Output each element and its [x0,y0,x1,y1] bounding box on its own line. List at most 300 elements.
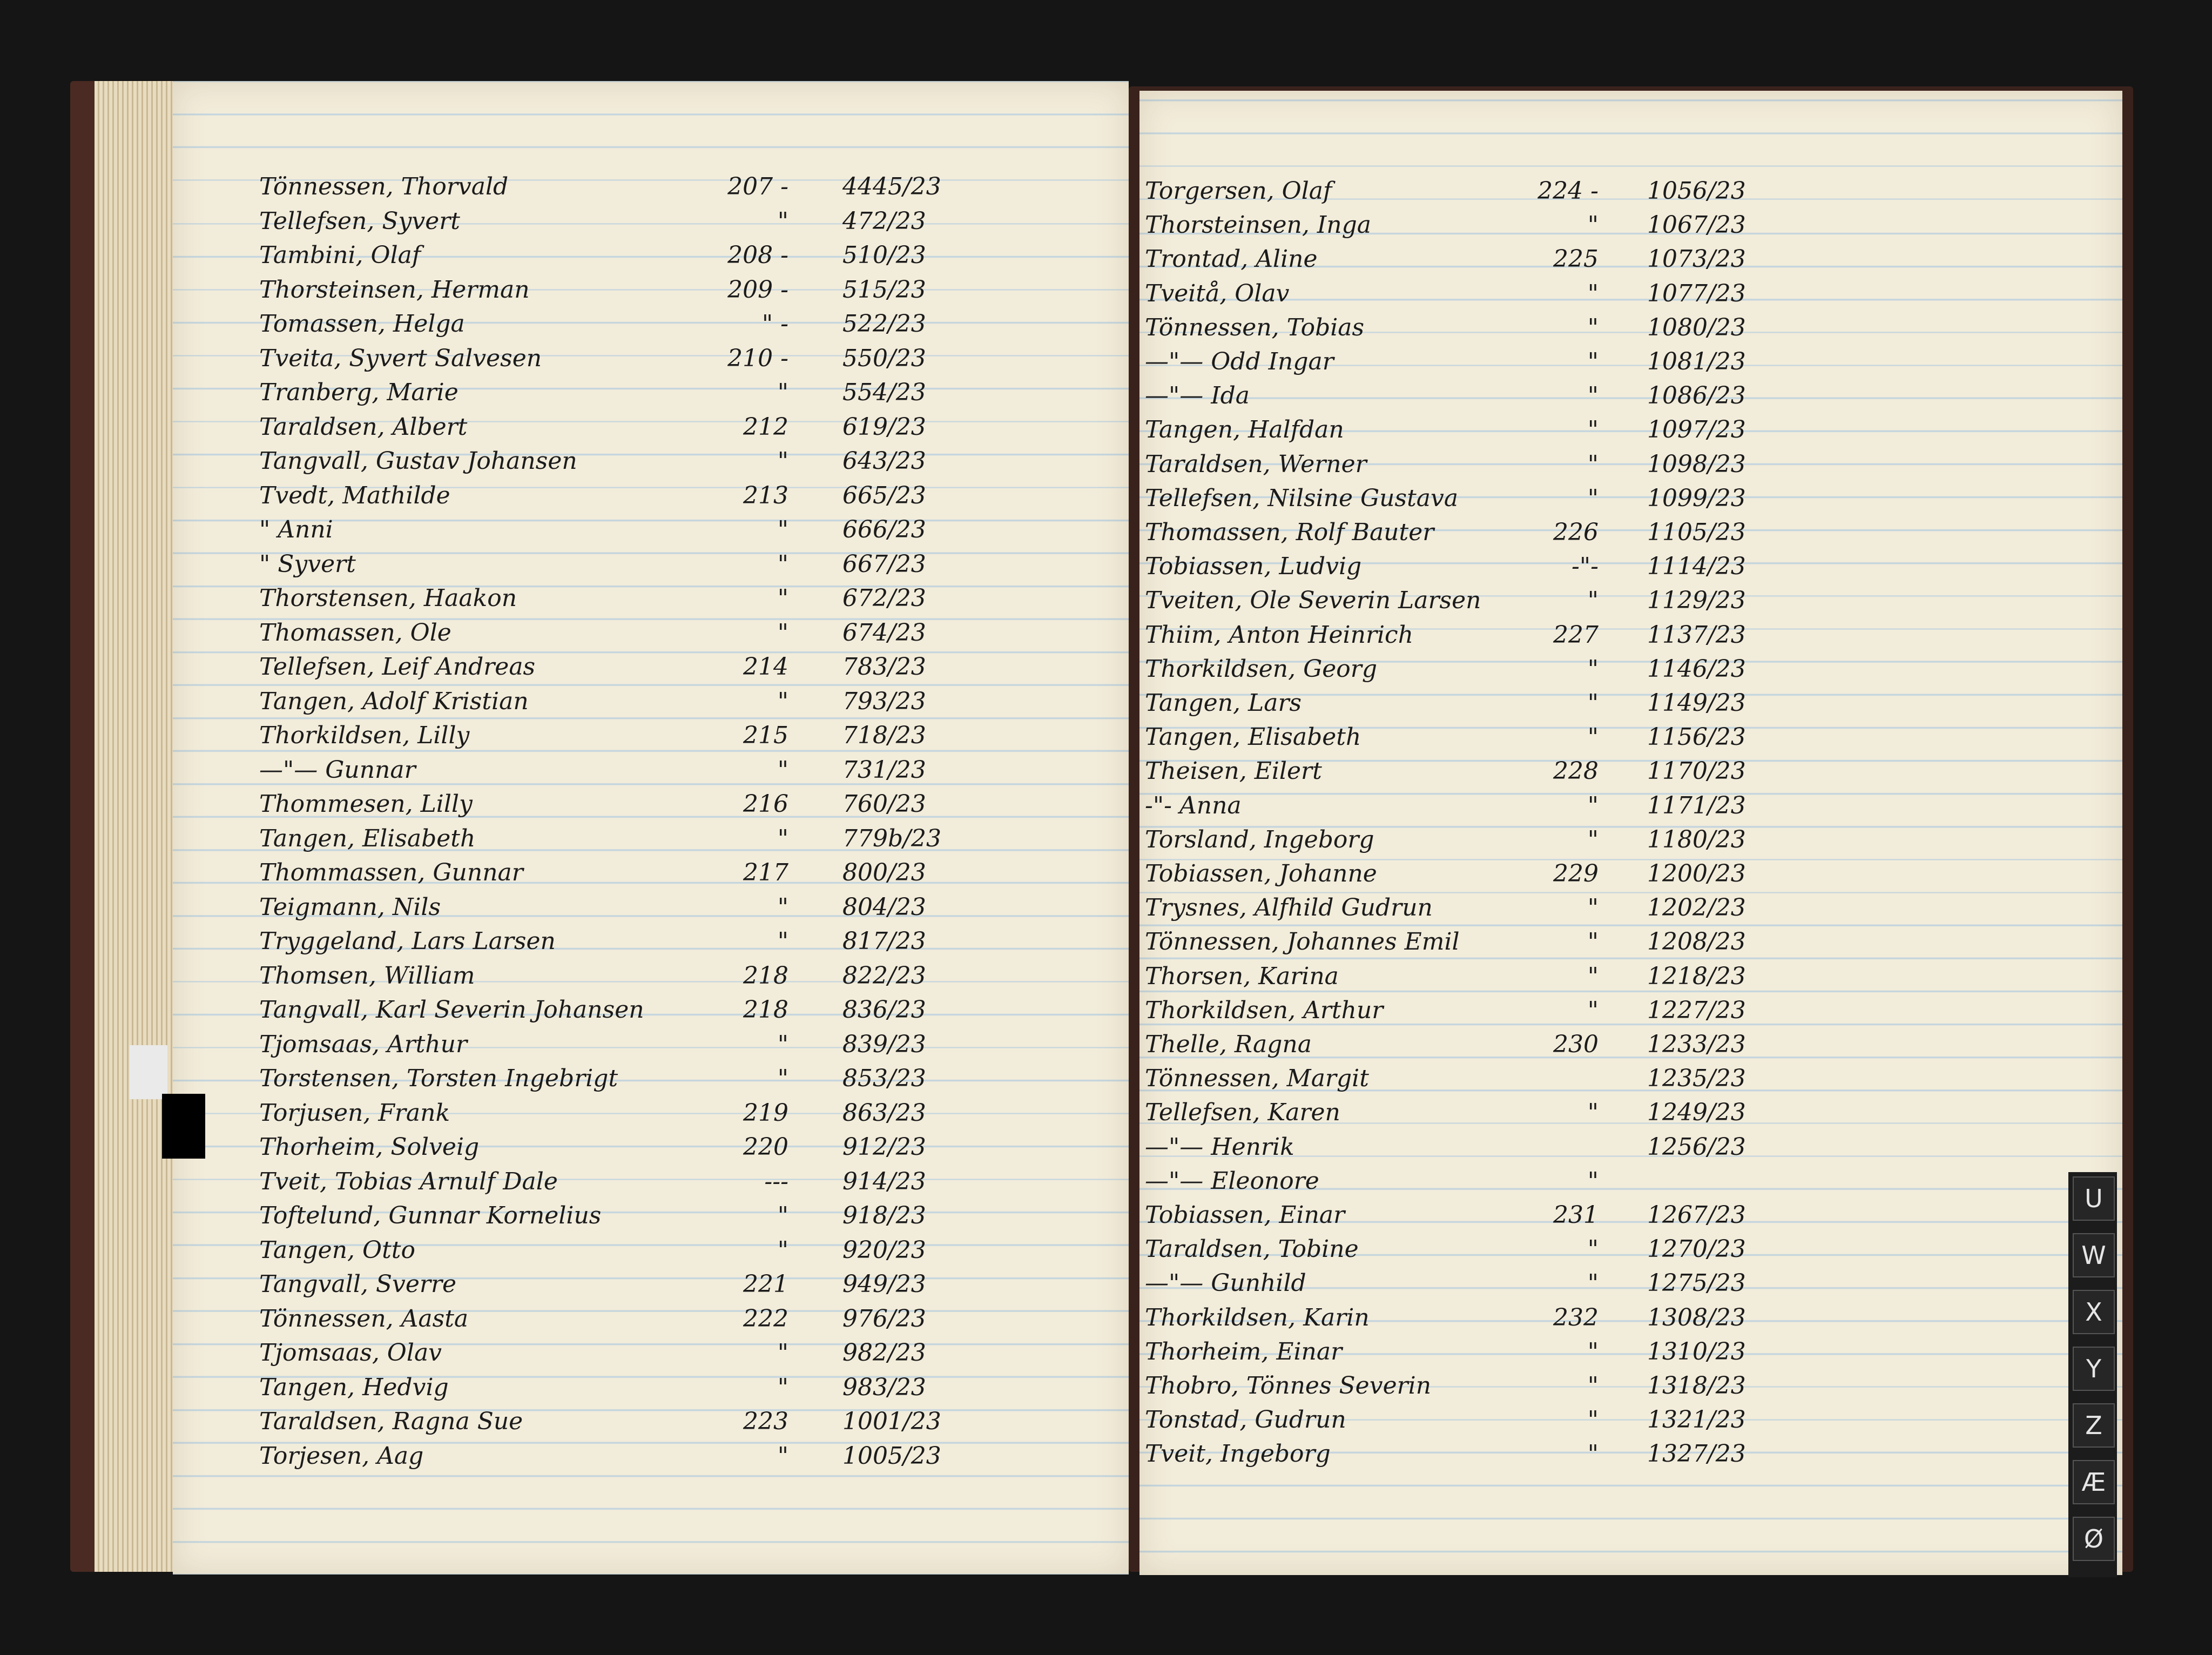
ledger-entry [1139,211,2122,244]
ledger-entry [173,173,1129,205]
ledger-entry [173,619,1129,651]
entry-page-number: " [1587,1440,1599,1468]
index-tab[interactable]: X [2073,1290,2115,1334]
entry-name: Tangvall, Gustav Johansen [259,447,577,475]
entry-journal-number: 976/23 [842,1304,926,1333]
ledger-entry [1139,792,2122,824]
entry-page-number: 226 [1553,519,1599,546]
entry-journal-number: 554/23 [842,379,926,406]
entry-journal-number: 1267/23 [1647,1201,1746,1229]
index-tab[interactable]: W [2073,1233,2115,1277]
ledger-entry [1139,1031,2122,1063]
entry-name: Thommassen, Gunnar [259,859,523,886]
entry-journal-number: 1275/23 [1647,1269,1746,1297]
entry-name: Thelle, Ragna [1145,1031,1312,1058]
entry-journal-number: 1310/23 [1647,1337,1746,1365]
entry-journal-number: 1129/23 [1647,587,1746,615]
entry-journal-number: 793/23 [842,687,926,715]
entry-name: Tveit, Ingeborg [1145,1440,1331,1468]
ledger-entry [173,1305,1129,1337]
entry-page-number: " [1587,382,1599,410]
entry-name: Thorkildsen, Karin [1145,1303,1370,1331]
entry-journal-number: 472/23 [842,207,926,235]
entry-page-number: " [1587,928,1599,956]
entry-journal-number: 1171/23 [1647,791,1746,819]
entry-page-number: 220 [743,1133,788,1161]
entry-name: Tjomsaas, Arthur [259,1030,467,1058]
entry-name: Thommesen, Lilly [259,790,473,818]
entry-page-number: " [777,1442,788,1470]
entry-page-number: " [1587,1099,1599,1127]
entry-name: Tveiten, Ole Severin Larsen [1145,587,1481,615]
entry-name: Tveita, Syvert Salvesen [259,344,542,372]
entry-page-number: " [777,756,788,784]
entry-name: Tonstad, Gudrun [1145,1406,1346,1434]
entry-name: Trysnes, Alfhild Gudrun [1145,894,1433,922]
entry-journal-number: 1318/23 [1647,1372,1746,1400]
entry-journal-number: 522/23 [842,310,926,338]
entry-page-number: 232 [1553,1303,1599,1331]
entry-name: Theisen, Eilert [1145,757,1322,785]
ledger-entry [173,1099,1129,1132]
entry-page-number: 218 [743,961,788,990]
entry-page-number: " [1587,450,1599,478]
ledger-entry [173,241,1129,274]
ledger-entry [173,207,1129,240]
ledger-entry [1139,1133,2122,1166]
ledger-entry [1139,177,2122,210]
ledger-entry [1139,1235,2122,1268]
entry-page-number: 218 [743,996,788,1024]
entry-page-number: " [1587,1406,1599,1434]
entry-name: Torsland, Ingeborg [1145,825,1374,853]
page-marker-light [130,1045,167,1099]
entry-name: Teigmann, Nils [259,893,441,921]
entry-page-number: 229 [1553,860,1599,887]
ledger-entry [1139,382,2122,414]
entry-name: Thomassen, Ole [259,618,451,647]
entry-journal-number: 510/23 [842,241,926,269]
entry-page-number: " [1587,962,1599,990]
entry-journal-number: 1270/23 [1647,1235,1746,1263]
entry-page-number: --- [764,1167,788,1195]
ledger-entry [1139,1269,2122,1302]
entry-page-number: " [777,584,788,612]
entry-page-number: 223 [743,1408,788,1435]
ledger-entry [173,653,1129,685]
ledger-entry [173,1442,1129,1475]
entry-name: Tellefsen, Karen [1145,1099,1340,1127]
entry-name: " Anni [259,516,333,543]
entry-name: Tönnessen, Aasta [259,1304,469,1333]
entry-page-number: 212 [743,413,788,441]
entry-journal-number: 853/23 [842,1065,926,1092]
entry-page-number: " [777,207,788,235]
entry-name: Tobiassen, Ludvig [1145,553,1362,581]
ledger-entry [1139,553,2122,585]
entry-journal-number: 839/23 [842,1030,926,1058]
ledger-entry [1139,860,2122,892]
entry-name: Tellefsen, Nilsine Gustava [1145,484,1459,512]
entry-name: Thorkildsen, Arthur [1145,996,1384,1024]
entry-page-number: " [777,618,788,647]
ledger-entry [173,413,1129,446]
entry-page-number: 221 [743,1270,788,1298]
ledger-entry [173,893,1129,926]
entry-name: Toftelund, Gunnar Kornelius [259,1202,602,1229]
entry-page-number: " [777,516,788,543]
entry-page-number: " [1587,313,1599,341]
entry-journal-number: 718/23 [842,722,926,749]
entry-journal-number: 1067/23 [1647,211,1746,239]
entry-journal-number: 1170/23 [1647,757,1746,785]
entry-name: Thorstensen, Haakon [259,584,517,612]
entry-page-number: " [777,1373,788,1401]
ledger-entry [173,276,1129,308]
entry-journal-number: 983/23 [842,1373,926,1401]
entry-page-number: " [777,1236,788,1264]
entry-journal-number: 1077/23 [1647,279,1746,307]
ledger-entry [173,447,1129,480]
entry-journal-number: 1080/23 [1647,313,1746,341]
ledger-entry [1139,416,2122,448]
ledger-entry [1139,314,2122,346]
entry-journal-number: 779b/23 [842,824,941,852]
entry-name: Tambini, Olaf [259,241,421,269]
entry-page-number: " [777,447,788,475]
entry-name: Torstensen, Torsten Ingebrigt [259,1065,618,1092]
entry-page-number: " [1587,996,1599,1024]
entry-name: Tobiassen, Johanne [1145,860,1377,887]
index-tab[interactable]: Æ [2073,1460,2115,1504]
index-tab[interactable]: U [2073,1176,2115,1221]
index-tab[interactable]: Ø [2073,1517,2115,1561]
entry-journal-number: 1321/23 [1647,1406,1746,1434]
entry-page-number: 230 [1553,1031,1599,1058]
entry-page-number: 213 [743,481,788,509]
entry-journal-number: 1235/23 [1647,1065,1746,1093]
entry-journal-number: 1001/23 [842,1408,941,1435]
entry-journal-number: 1208/23 [1647,928,1746,956]
entry-name: —"— Gunnar [259,756,416,784]
entry-page-number: -"- [1572,553,1599,581]
index-tab[interactable]: Y [2073,1347,2115,1391]
entry-journal-number: 1227/23 [1647,996,1746,1024]
ledger-entry [1139,1338,2122,1370]
entry-page-number: 228 [1553,757,1599,785]
entry-page-number: " [777,893,788,921]
entry-page-number: 222 [743,1304,788,1333]
entry-page-number: " [1587,416,1599,444]
entry-page-number: " [777,1065,788,1092]
entry-page-number: 216 [743,790,788,818]
ledger-entry [1139,963,2122,995]
ledger-entry [1139,1304,2122,1336]
ledger-entry [1139,1167,2122,1200]
ledger-entry [173,962,1129,994]
entry-page-number: " [777,1030,788,1058]
entry-page-number: " [1587,484,1599,512]
entry-journal-number: 1098/23 [1647,450,1746,478]
ledger-entry [1139,1440,2122,1472]
entry-name: Thorsteinsen, Inga [1145,211,1371,239]
ledger-entry [173,1408,1129,1440]
entry-journal-number: 918/23 [842,1202,926,1229]
entry-journal-number: 949/23 [842,1270,926,1298]
entry-journal-number: 666/23 [842,516,926,543]
entry-journal-number: 1099/23 [1647,484,1746,512]
entry-journal-number: 550/23 [842,344,926,372]
ledger-entry [173,345,1129,377]
entry-journal-number: 515/23 [842,275,926,304]
entry-journal-number: 674/23 [842,618,926,647]
right-page [1139,91,2122,1575]
ledger-entry [1139,723,2122,756]
entry-journal-number: 1005/23 [842,1442,941,1470]
ledger-entry [173,688,1129,720]
entry-page-number: " [1587,348,1599,375]
ledger-entry [173,1339,1129,1371]
entry-journal-number: 804/23 [842,893,926,921]
ledger-entry [1139,280,2122,312]
entry-journal-number: 1202/23 [1647,894,1746,922]
ledger-entry [173,482,1129,514]
ledger-entry [1139,826,2122,858]
ledger-entry [173,1168,1129,1200]
entry-name: Thobro, Tönnes Severin [1145,1372,1432,1400]
entry-name: Tobiassen, Einar [1145,1201,1345,1229]
entry-name: Thomsen, William [259,961,475,990]
entry-name: Thiim, Anton Heinrich [1145,621,1414,649]
entry-name: Tangen, Hedvig [259,1373,449,1401]
entry-journal-number: 1156/23 [1647,723,1746,751]
entry-name: Taraldsen, Ragna Sue [259,1408,523,1435]
entry-journal-number: 731/23 [842,756,926,784]
ledger-entry [1139,587,2122,619]
entry-name: Tomassen, Helga [259,310,465,338]
entry-name: Tangvall, Sverre [259,1270,457,1298]
entry-journal-number: 800/23 [842,859,926,886]
entry-name: Tangen, Otto [259,1236,415,1264]
entry-journal-number: 1086/23 [1647,382,1746,410]
entry-name: Tveitå, Olav [1145,279,1290,307]
entry-journal-number: 1105/23 [1647,519,1746,546]
page-marker-dark [162,1094,205,1159]
entry-name: Torjusen, Frank [259,1099,450,1127]
ledger-entry [173,1202,1129,1234]
entry-page-number: " [1587,1269,1599,1297]
ledger-entry [173,550,1129,583]
ledger-entry [173,927,1129,960]
ledger-entry [1139,1406,2122,1438]
left-page [173,81,1129,1575]
entry-name: Thorheim, Einar [1145,1337,1343,1365]
entry-page-number: " [1587,689,1599,717]
entry-page-number: 217 [743,859,788,886]
ledger-entry [173,722,1129,754]
ledger-entry [1139,655,2122,688]
entry-journal-number: 912/23 [842,1133,926,1161]
ledger-entry [1139,757,2122,790]
entry-page-number: " [777,550,788,578]
entry-name: —"— Ida [1145,382,1250,410]
entry-page-number: 208 - [727,241,788,269]
entry-page-number: " [777,379,788,406]
entry-journal-number: 1056/23 [1647,177,1746,205]
entry-page-number: " [777,1202,788,1229]
entry-page-number: " [1587,825,1599,853]
entry-page-number: " [777,687,788,715]
entry-name: —"— Henrik [1145,1133,1294,1161]
entry-name: Thorheim, Solveig [259,1133,480,1161]
entry-name: Thorsen, Karina [1145,962,1339,990]
entry-journal-number: 1233/23 [1647,1031,1746,1058]
entry-page-number: 207 - [727,173,788,200]
entry-name: Torjesen, Aag [259,1442,424,1470]
ledger-entry [1139,894,2122,926]
entry-page-number: " [1587,723,1599,751]
ledger-entry [173,1065,1129,1097]
ledger-entry [1139,485,2122,517]
ledger-entry [173,1133,1129,1166]
entry-page-number: " [1587,1167,1599,1195]
entry-name: —"— Odd Ingar [1145,348,1334,375]
entry-journal-number: 920/23 [842,1236,926,1264]
entry-page-number: 231 [1553,1201,1599,1229]
entry-name: Thorsteinsen, Herman [259,275,530,304]
entry-page-number: " [1587,1372,1599,1400]
ledger-entry [173,1270,1129,1303]
entry-page-number: " [1587,791,1599,819]
ledger-entry [173,516,1129,548]
entry-page-number: " [777,1339,788,1367]
entry-journal-number: 1146/23 [1647,655,1746,683]
ledger-entry [173,790,1129,823]
ledger-entry [1139,519,2122,551]
entry-page-number: " - [761,310,788,338]
entry-journal-number: 822/23 [842,961,926,990]
entry-page-number: " [1587,1337,1599,1365]
entry-journal-number: 1200/23 [1647,860,1746,887]
entry-journal-number: 1218/23 [1647,962,1746,990]
entry-name: Tangen, Adolf Kristian [259,687,529,715]
ledger-entry [173,310,1129,342]
entry-journal-number: 1308/23 [1647,1303,1746,1331]
entry-page-number: 219 [743,1099,788,1127]
entry-journal-number: 672/23 [842,584,926,612]
ledger-entry [173,1236,1129,1269]
entry-name: Thorkildsen, Georg [1145,655,1377,683]
entry-page-number: 227 [1553,621,1599,649]
entry-journal-number: 1256/23 [1647,1133,1746,1161]
entry-page-number: " [1587,279,1599,307]
index-tab[interactable]: Z [2073,1403,2115,1448]
ledger-entry [1139,621,2122,654]
entry-journal-number: 1249/23 [1647,1099,1746,1127]
ledger-entry [1139,245,2122,278]
alphabet-index-tabs [2068,1172,2117,1577]
entry-journal-number: 982/23 [842,1339,926,1367]
entry-name: Tönnessen, Tobias [1145,313,1365,341]
entry-name: Tranberg, Marie [259,379,458,406]
entry-page-number: 210 - [727,344,788,372]
ledger-entry [173,996,1129,1028]
entry-journal-number: 619/23 [842,413,926,441]
entry-name: —"— Eleonore [1145,1167,1319,1195]
entry-name: Torgersen, Olaf [1145,177,1332,205]
entry-name: Tönnessen, Johannes Emil [1145,928,1460,956]
entry-page-number: 214 [743,653,788,681]
entry-page-number: " [777,927,788,955]
entry-journal-number: 1327/23 [1647,1440,1746,1468]
entry-journal-number: 4445/23 [842,173,941,200]
ledger-entry [173,859,1129,891]
entry-page-number: 225 [1553,245,1599,273]
entry-journal-number: 1097/23 [1647,416,1746,444]
entry-name: Thomassen, Rolf Bauter [1145,519,1434,546]
entry-name: Tryggeland, Lars Larsen [259,927,556,955]
entry-journal-number: 863/23 [842,1099,926,1127]
entry-name: Taraldsen, Tobine [1145,1235,1359,1263]
entry-page-number: " [1587,587,1599,615]
ledger-entry [1139,450,2122,483]
entry-name: Tveit, Tobias Arnulf Dale [259,1167,558,1195]
ledger-entry [173,1031,1129,1063]
entry-name: —"— Gunhild [1145,1269,1306,1297]
entry-page-number: 209 - [727,275,788,304]
ledger-entry [173,756,1129,789]
entry-name: Thorkildsen, Lilly [259,722,470,749]
entry-name: Tellefsen, Leif Andreas [259,653,536,681]
entry-page-number: " [1587,1235,1599,1263]
entry-journal-number: 783/23 [842,653,926,681]
entry-name: Tangvall, Karl Severin Johansen [259,996,644,1024]
entry-page-number: " [1587,211,1599,239]
entry-page-number: " [777,824,788,852]
ledger-entry [1139,1099,2122,1131]
entry-journal-number: 760/23 [842,790,926,818]
entry-page-number: 224 - [1537,177,1599,205]
ledger-entry [173,584,1129,617]
entry-page-number: " [1587,655,1599,683]
entry-name: Tellefsen, Syvert [259,207,460,235]
entry-journal-number: 667/23 [842,550,926,578]
entry-name: Trontad, Aline [1145,245,1318,273]
entry-name: Taraldsen, Werner [1145,450,1367,478]
entry-name: Tvedt, Mathilde [259,481,450,509]
entry-journal-number: 1081/23 [1647,348,1746,375]
entry-name: -"- Anna [1145,791,1242,819]
ledger-entry [1139,1201,2122,1234]
ledger-entry [1139,997,2122,1029]
entry-name: Tangen, Lars [1145,689,1302,717]
entry-journal-number: 665/23 [842,481,926,509]
entry-journal-number: 1149/23 [1647,689,1746,717]
entry-page-number: " [1587,894,1599,922]
entry-name: Tangen, Halfdan [1145,416,1344,444]
ledger-entry [1139,348,2122,380]
ledger-entry [173,1374,1129,1406]
entry-name: Tönnessen, Thorvald [259,173,509,200]
entry-journal-number: 817/23 [842,927,926,955]
ledger-entry [1139,928,2122,960]
entry-name: Taraldsen, Albert [259,413,468,441]
entry-journal-number: 643/23 [842,447,926,475]
entry-journal-number: 1180/23 [1647,825,1746,853]
entry-journal-number: 1114/23 [1647,553,1746,581]
ledger-entry [173,379,1129,411]
entry-journal-number: 914/23 [842,1167,926,1195]
